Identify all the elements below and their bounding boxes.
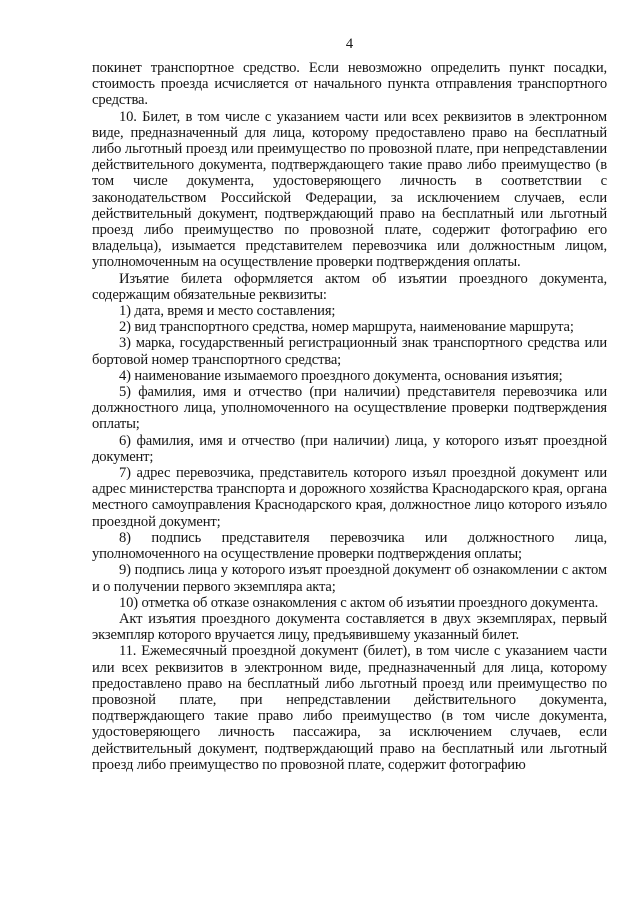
list-item-8: 8) подпись представителя перевозчика или должностного лица, уполномоченного на осуществление проверки подтверждения оплаты; <box>92 529 607 563</box>
list-item-9: 9) подпись лица у которого изъят проездной документ об ознакомлении с актом и о получении первого экземпляра акта; <box>92 562 607 595</box>
paragraph-act-copies: Акт изъятия проездного документа составляется в двух экземплярах, первый экземпляр которого вручается лицу, предъявившему указанный билет. <box>92 610 607 644</box>
paragraph-continuation: покинет транспортное средство. Если невозможно определить пункт посадки, стоимость проезда исчисляется от начального пункта отправления транспортного средства. <box>92 60 607 109</box>
list-item-10: 10) отметка об отказе ознакомления с актом об изъятии проездного документа. <box>119 594 599 611</box>
document-page <box>92 36 607 773</box>
list-item-3: 3) марка, государственный регистрационный знак транспортного средства или бортовой номер транспортного средства; <box>92 335 607 368</box>
list-item-5: 5) фамилия, имя и отчество (при наличии) представителя перевозчика или должностного лица, уполномоченного на осуществление проверки подтверждения оплаты; <box>92 384 607 433</box>
paragraph-act-intro: Изъятие билета оформляется актом об изъятии проездного документа, содержащим обязательные реквизиты: <box>92 270 607 303</box>
list-item-7: 7) адрес перевозчика, представитель которого изъял проездной документ или адрес министерства транспорта и дорожного хозяйства Краснодарского края, органа местного самоуправления Краснодарского края, должностное лицо которого изъяло проездной документ; <box>92 465 607 530</box>
paragraph-item-11: 11. Ежемесячный проездной документ (билет), в том числе с указанием части или всех реквизитов в электронном виде, предназначенный для лица, которому предоставлено право на бесплатный либо льготный проезд или преимущество по провозной плате, при непредставлении действительного документа, подтверждающего такие право либо преимущество (в том числе документа, удостоверяющего личность пассажира, за исключением случаев, если действительный документ, подтверждающий право на бесплатный или льготный проезд либо преимущество по провозной плате, содержит фотографию <box>92 643 607 773</box>
list-item-2: 2) вид транспортного средства, номер маршрута, наименование маршрута; <box>119 319 574 336</box>
list-item-1: 1) дата, время и место составления; <box>119 303 336 320</box>
list-item-6: 6) фамилия, имя и отчество (при наличии) лица, у которого изъят проездной документ; <box>92 432 607 465</box>
page-number: 4 <box>345 36 354 52</box>
list-item-4: 4) наименование изымаемого проездного документа, основания изъятия; <box>119 367 563 384</box>
paragraph-item-10: 10. Билет, в том числе с указанием части или всех реквизитов в электронном виде, предназначенный для лица, которому предоставлено право на бесплатный либо льготный проезд или преимущество по провозной плате, при непредставлении действительного документа, подтверждающего такие право либо преимущество (в том числе документа, удостоверяющего личность в соответствии с законодательством Российской Федерации, за исключением случаев, если действительный документ, подтверждающий право на бесплатный или льготный проезд либо преимущество по провозной плате, содержит фотографию его владельца), изымается представителем перевозчика или должностным лицом, уполномоченным на осуществление проверки подтверждения оплаты. <box>92 108 607 271</box>
